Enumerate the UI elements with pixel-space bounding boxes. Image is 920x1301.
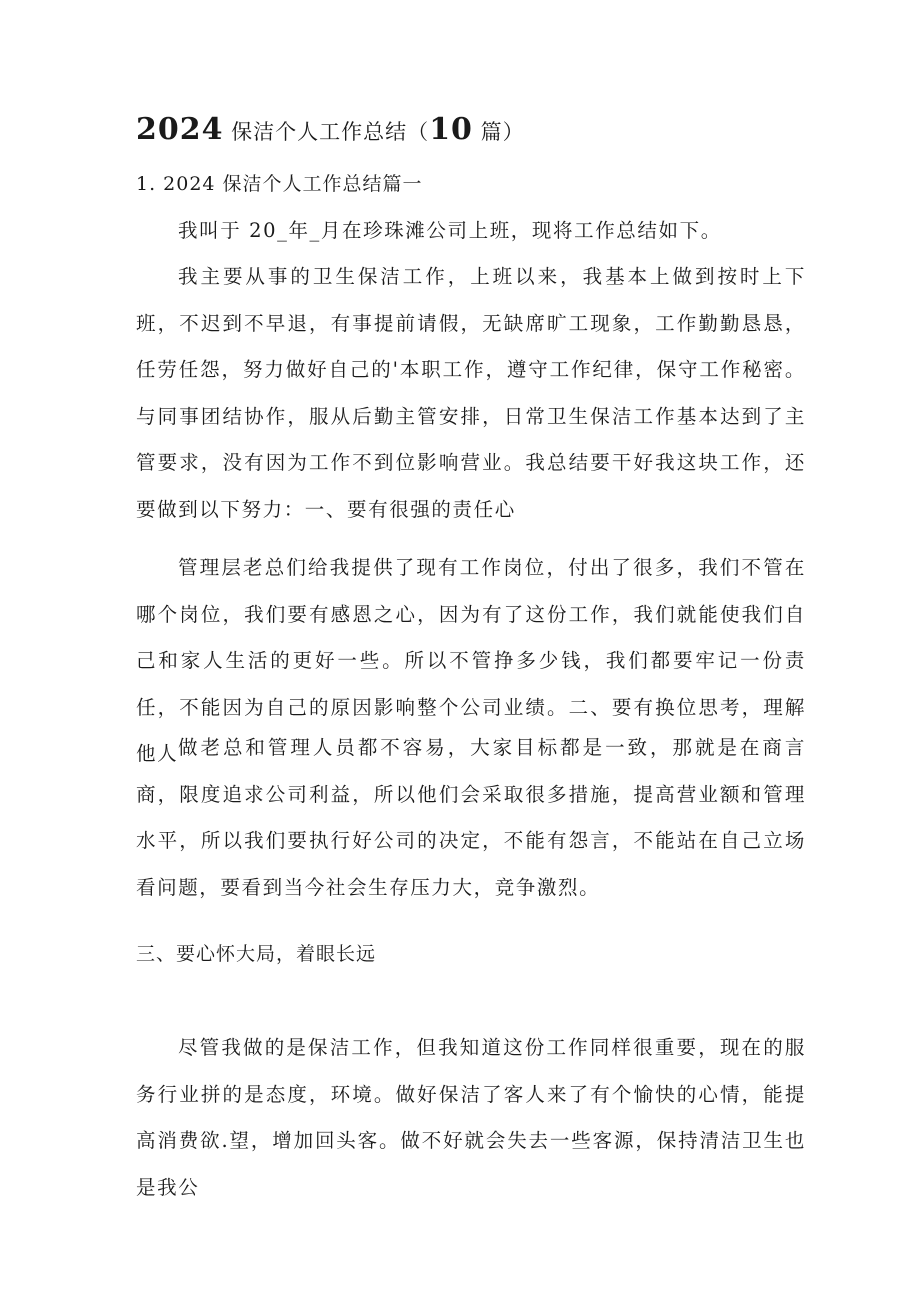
section-heading-3: 三、要心怀大局，着眼长远: [136, 943, 377, 965]
document-title: [136, 110, 525, 152]
title-text-a: 保洁个人工作总结（: [223, 120, 430, 144]
title-count: 10: [429, 112, 473, 147]
paragraph-duties: 我主要从事的卫生保洁工作，上班以来，我基本上做到按时上下班，不迟到不早退，有事提前请假，无缺席旷工现象，工作勤勤恳恳，任劳任怨，努力做好自己的'本职工作，遵守工作纪律，保守工作秘密。与同事团结协作，服从后勤主管安排，日常卫生保洁工作基本达到了主管要求，没有因为工作不到位影响营业。我总结要干好我这块工作，还要做到以下努力：一、要有很强的责任心: [136, 265, 806, 521]
section-heading-1: 1. 2024 保洁个人工作总结篇一: [136, 173, 423, 195]
paragraph-intro: 我叫于 20_年_月在珍珠滩公司上班，现将工作总结如下。: [178, 219, 722, 242]
paragraph-empathy: 做老总和管理人员都不容易，大家目标都是一致，那就是在商言商，限度追求公司利益，所以他们会采取很多措施，提高营业额和管理水平，所以我们要执行好公司的决定，不能有怨言，不能站在自己立场看问题，要看到当今社会生存压力大，竞争激烈。: [136, 736, 806, 899]
paragraph-responsibility: 管理层老总们给我提供了现有工作岗位，付出了很多，我们不管在哪个岗位，我们要有感恩之心，因为有了这份工作，我们就能使我们自己和家人生活的更好一些。所以不管挣多少钱，我们都要牢记一份责任，不能因为自己的原因影响整个公司业绩。二、要有换位思考，理解他人: [136, 556, 806, 765]
paragraph-bigpicture: 尽管我做的是保洁工作，但我知道这份工作同样很重要，现在的服务行业拼的是态度，环境。做好保洁了客人来了有个愉快的心情，能提高消费欲.望，增加回头客。做不好就会失去一些客源，保持清洁卫生也是我公: [136, 1036, 806, 1199]
title-year: 2024: [136, 112, 224, 147]
title-text-b: 篇）: [472, 120, 525, 144]
